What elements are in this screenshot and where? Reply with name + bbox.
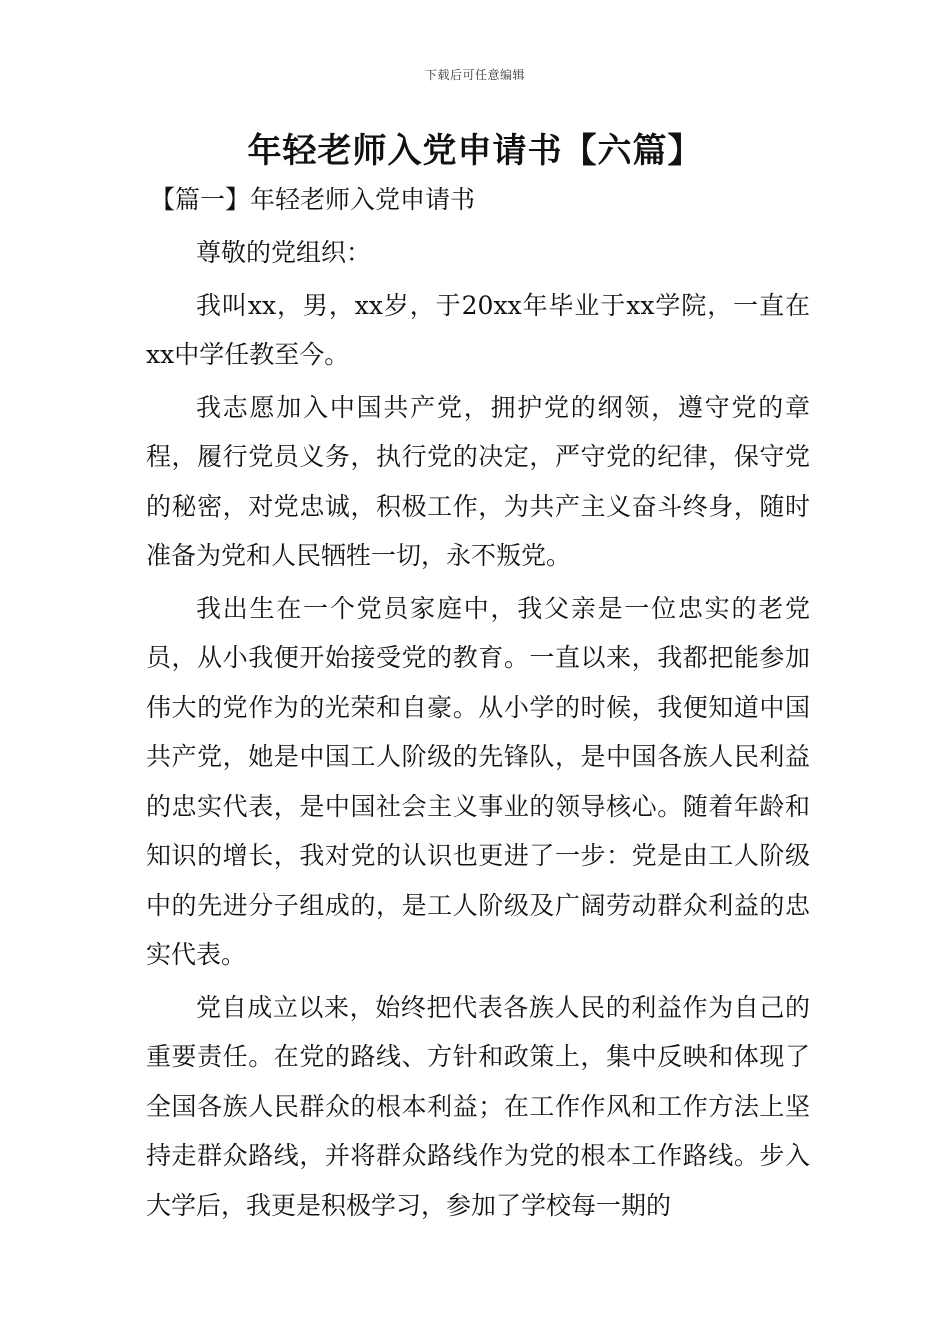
salutation-paragraph: 尊敬的党组织： bbox=[196, 238, 372, 267]
body-paragraph: 党自成立以来，始终把代表各族人民的利益作为自己的重要责任。在党的路线、方针和政策上，集中反映和体现了全国各族人民群众的根本利益；在工作作风和工作方法上坚持走群众路线，并将群众路线作为党的根本工作路线。步入大学后，我更是积极学习，参加了学校每一期的 bbox=[146, 992, 810, 1220]
document-body bbox=[146, 228, 810, 1233]
header-note: 下载后可任意编辑 bbox=[424, 68, 525, 82]
document-title: 年轻老师入党申请书【六篇】 bbox=[247, 131, 703, 171]
body-paragraph: 我叫xx，男，xx岁，于20xx年毕业于xx学院，一直在xx中学任教至今。 bbox=[146, 290, 810, 369]
body-paragraph: 我志愿加入中国共产党，拥护党的纲领，遵守党的章程，履行党员义务，执行党的决定，严守党的纪律，保守党的秘密，对党忠诚，积极工作，为共产主义奋斗终身，随时准备为党和人民牺牲一切，永不叛党。 bbox=[146, 392, 810, 570]
section-heading: 【篇一】年轻老师入党申请书 bbox=[150, 185, 476, 214]
body-paragraph: 我出生在一个党员家庭中，我父亲是一位忠实的老党员，从小我便开始接受党的教育。一直以来，我都把能参加伟大的党作为的光荣和自豪。从小学的时候，我便知道中国共产党，她是中国工人阶级的先锋队，是中国各族人民利益的忠实代表，是中国社会主义事业的领导核心。随着年龄和知识的增长，我对党的认识也更进了一步：党是由工人阶级中的先进分子组成的，是工人阶级及广阔劳动群众利益的忠实代表。 bbox=[146, 593, 810, 969]
